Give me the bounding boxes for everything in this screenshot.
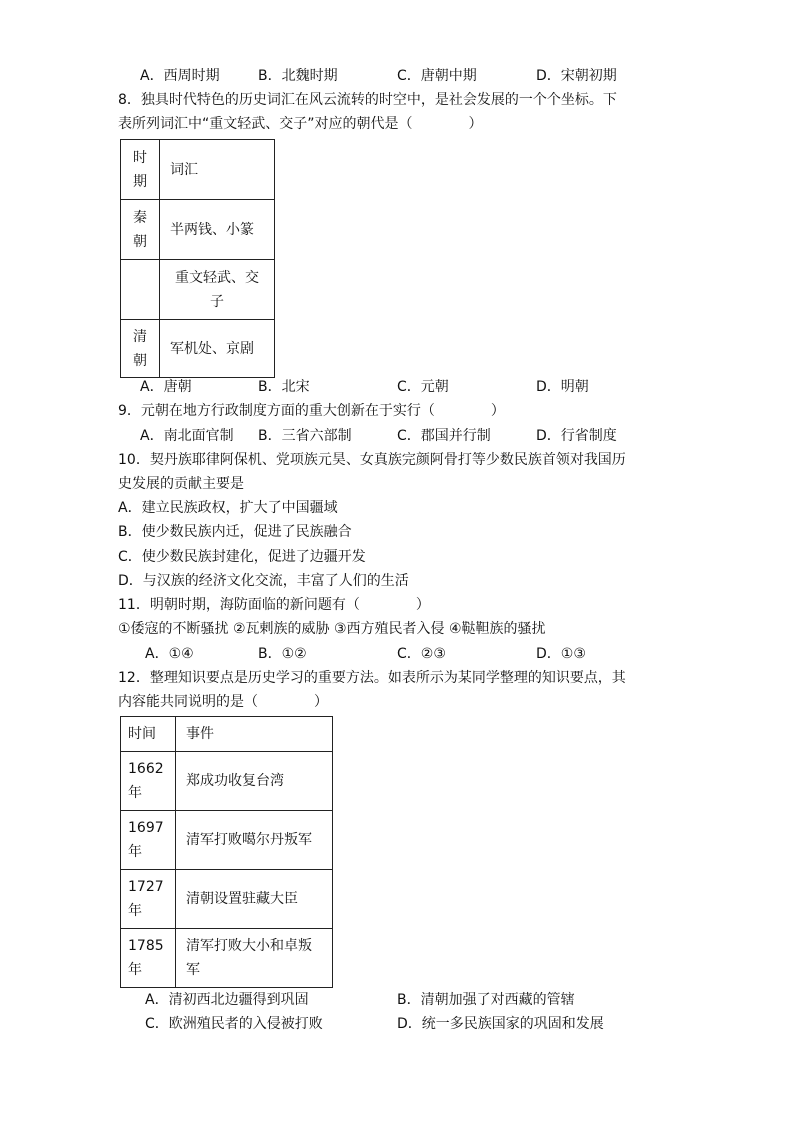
q9-options — [0, 426, 793, 446]
header-vocab: 词汇 — [160, 140, 275, 200]
table-row — [121, 870, 333, 929]
cell-period: 清朝 — [121, 320, 160, 378]
q11-option-d: D．①③ — [536, 646, 586, 662]
cell-event: 清军打败大小和卓叛军 — [176, 929, 333, 988]
q12-stem-line1: 12．整理知识要点是历史学习的重要方法。如表所示为某同学整理的知识要点，其 — [118, 670, 626, 686]
cell-vocab: 重文轻武、交子 — [160, 260, 275, 320]
q12-options-row1 — [0, 990, 793, 1010]
table-header-row — [121, 717, 333, 752]
q7-option-b: B．北魏时期 — [258, 68, 338, 84]
cell-time: 1697年 — [121, 811, 176, 870]
cell-time: 1662年 — [121, 752, 176, 811]
q10-option-d: D．与汉族的经济文化交流，丰富了人们的生活 — [118, 573, 409, 589]
table-row — [121, 752, 333, 811]
cell-period: 秦朝 — [121, 200, 160, 260]
header-event: 事件 — [176, 717, 333, 752]
q8-option-d: D．明朝 — [536, 379, 589, 395]
cell-event: 郑成功收复台湾 — [176, 752, 333, 811]
q10-stem-line1: 10．契丹族耶律阿保机、党项族元昊、女真族完颜阿骨打等少数民族首领对我国历 — [118, 452, 626, 468]
table-row — [121, 929, 333, 988]
cell-period — [121, 260, 160, 320]
q10-option-b: B．使少数民族内迁，促进了民族融合 — [118, 524, 352, 540]
cell-vocab: 半两钱、小篆 — [160, 200, 275, 260]
q9-stem: 9．元朝在地方行政制度方面的重大创新在于实行（ ） — [118, 403, 505, 419]
table-row — [121, 200, 275, 260]
q11-option-a: A．①④ — [145, 646, 194, 662]
q12-option-c: C．欧洲殖民者的入侵被打败 — [145, 1016, 323, 1032]
q12-table — [120, 716, 333, 988]
header-period: 时期 — [121, 140, 160, 200]
q12-option-d: D．统一多民族国家的巩固和发展 — [397, 1016, 604, 1032]
q12-option-b: B．清朝加强了对西藏的管辖 — [397, 992, 575, 1008]
header-time: 时间 — [121, 717, 176, 752]
table-header-row — [121, 140, 275, 200]
cell-event: 清朝设置驻藏大臣 — [176, 870, 333, 929]
q10-option-a: A．建立民族政权，扩大了中国疆域 — [118, 500, 338, 516]
table-row — [121, 260, 275, 320]
q10-stem-line2: 史发展的贡献主要是 — [118, 476, 244, 492]
q11-option-b: B．①② — [258, 646, 307, 662]
q7-options — [0, 66, 793, 86]
q11-stem: 11．明朝时期，海防面临的新问题有（ ） — [118, 597, 430, 613]
q12-option-a: A．清初西北边疆得到巩固 — [145, 992, 309, 1008]
q9-option-b: B．三省六部制 — [258, 428, 352, 444]
q8-table — [120, 139, 275, 378]
q8-option-c: C．元朝 — [397, 379, 449, 395]
q7-option-c: C．唐朝中期 — [397, 68, 477, 84]
q7-option-a: A．西周时期 — [140, 68, 220, 84]
q9-option-d: D．行省制度 — [536, 428, 617, 444]
q8-stem-line1: 8．独具时代特色的历史词汇在风云流转的时空中，是社会发展的一个个坐标。下 — [118, 92, 617, 108]
table-row — [121, 811, 333, 870]
cell-time: 1727年 — [121, 870, 176, 929]
q8-option-a: A．唐朝 — [140, 379, 192, 395]
q9-option-c: C．郡国并行制 — [397, 428, 491, 444]
q7-option-d: D．宋朝初期 — [536, 68, 617, 84]
q9-option-a: A．南北面官制 — [140, 428, 234, 444]
q11-option-c: C．②③ — [397, 646, 446, 662]
q12-options-row2 — [0, 1014, 793, 1034]
q8-options — [0, 377, 793, 397]
cell-event: 清军打败噶尔丹叛军 — [176, 811, 333, 870]
table-row — [121, 320, 275, 378]
cell-vocab: 军机处、京剧 — [160, 320, 275, 378]
q8-stem-line2: 表所列词汇中“重文轻武、交子”对应的朝代是（ ） — [118, 116, 483, 132]
q11-items: ①倭寇的不断骚扰 ②瓦剌族的威胁 ③西方殖民者入侵 ④鞑靼族的骚扰 — [118, 621, 546, 637]
cell-time: 1785年 — [121, 929, 176, 988]
q8-option-b: B．北宋 — [258, 379, 310, 395]
q11-options — [0, 644, 793, 664]
q10-option-c: C．使少数民族封建化，促进了边疆开发 — [118, 549, 366, 565]
q12-stem-line2: 内容能共同说明的是（ ） — [118, 694, 328, 710]
